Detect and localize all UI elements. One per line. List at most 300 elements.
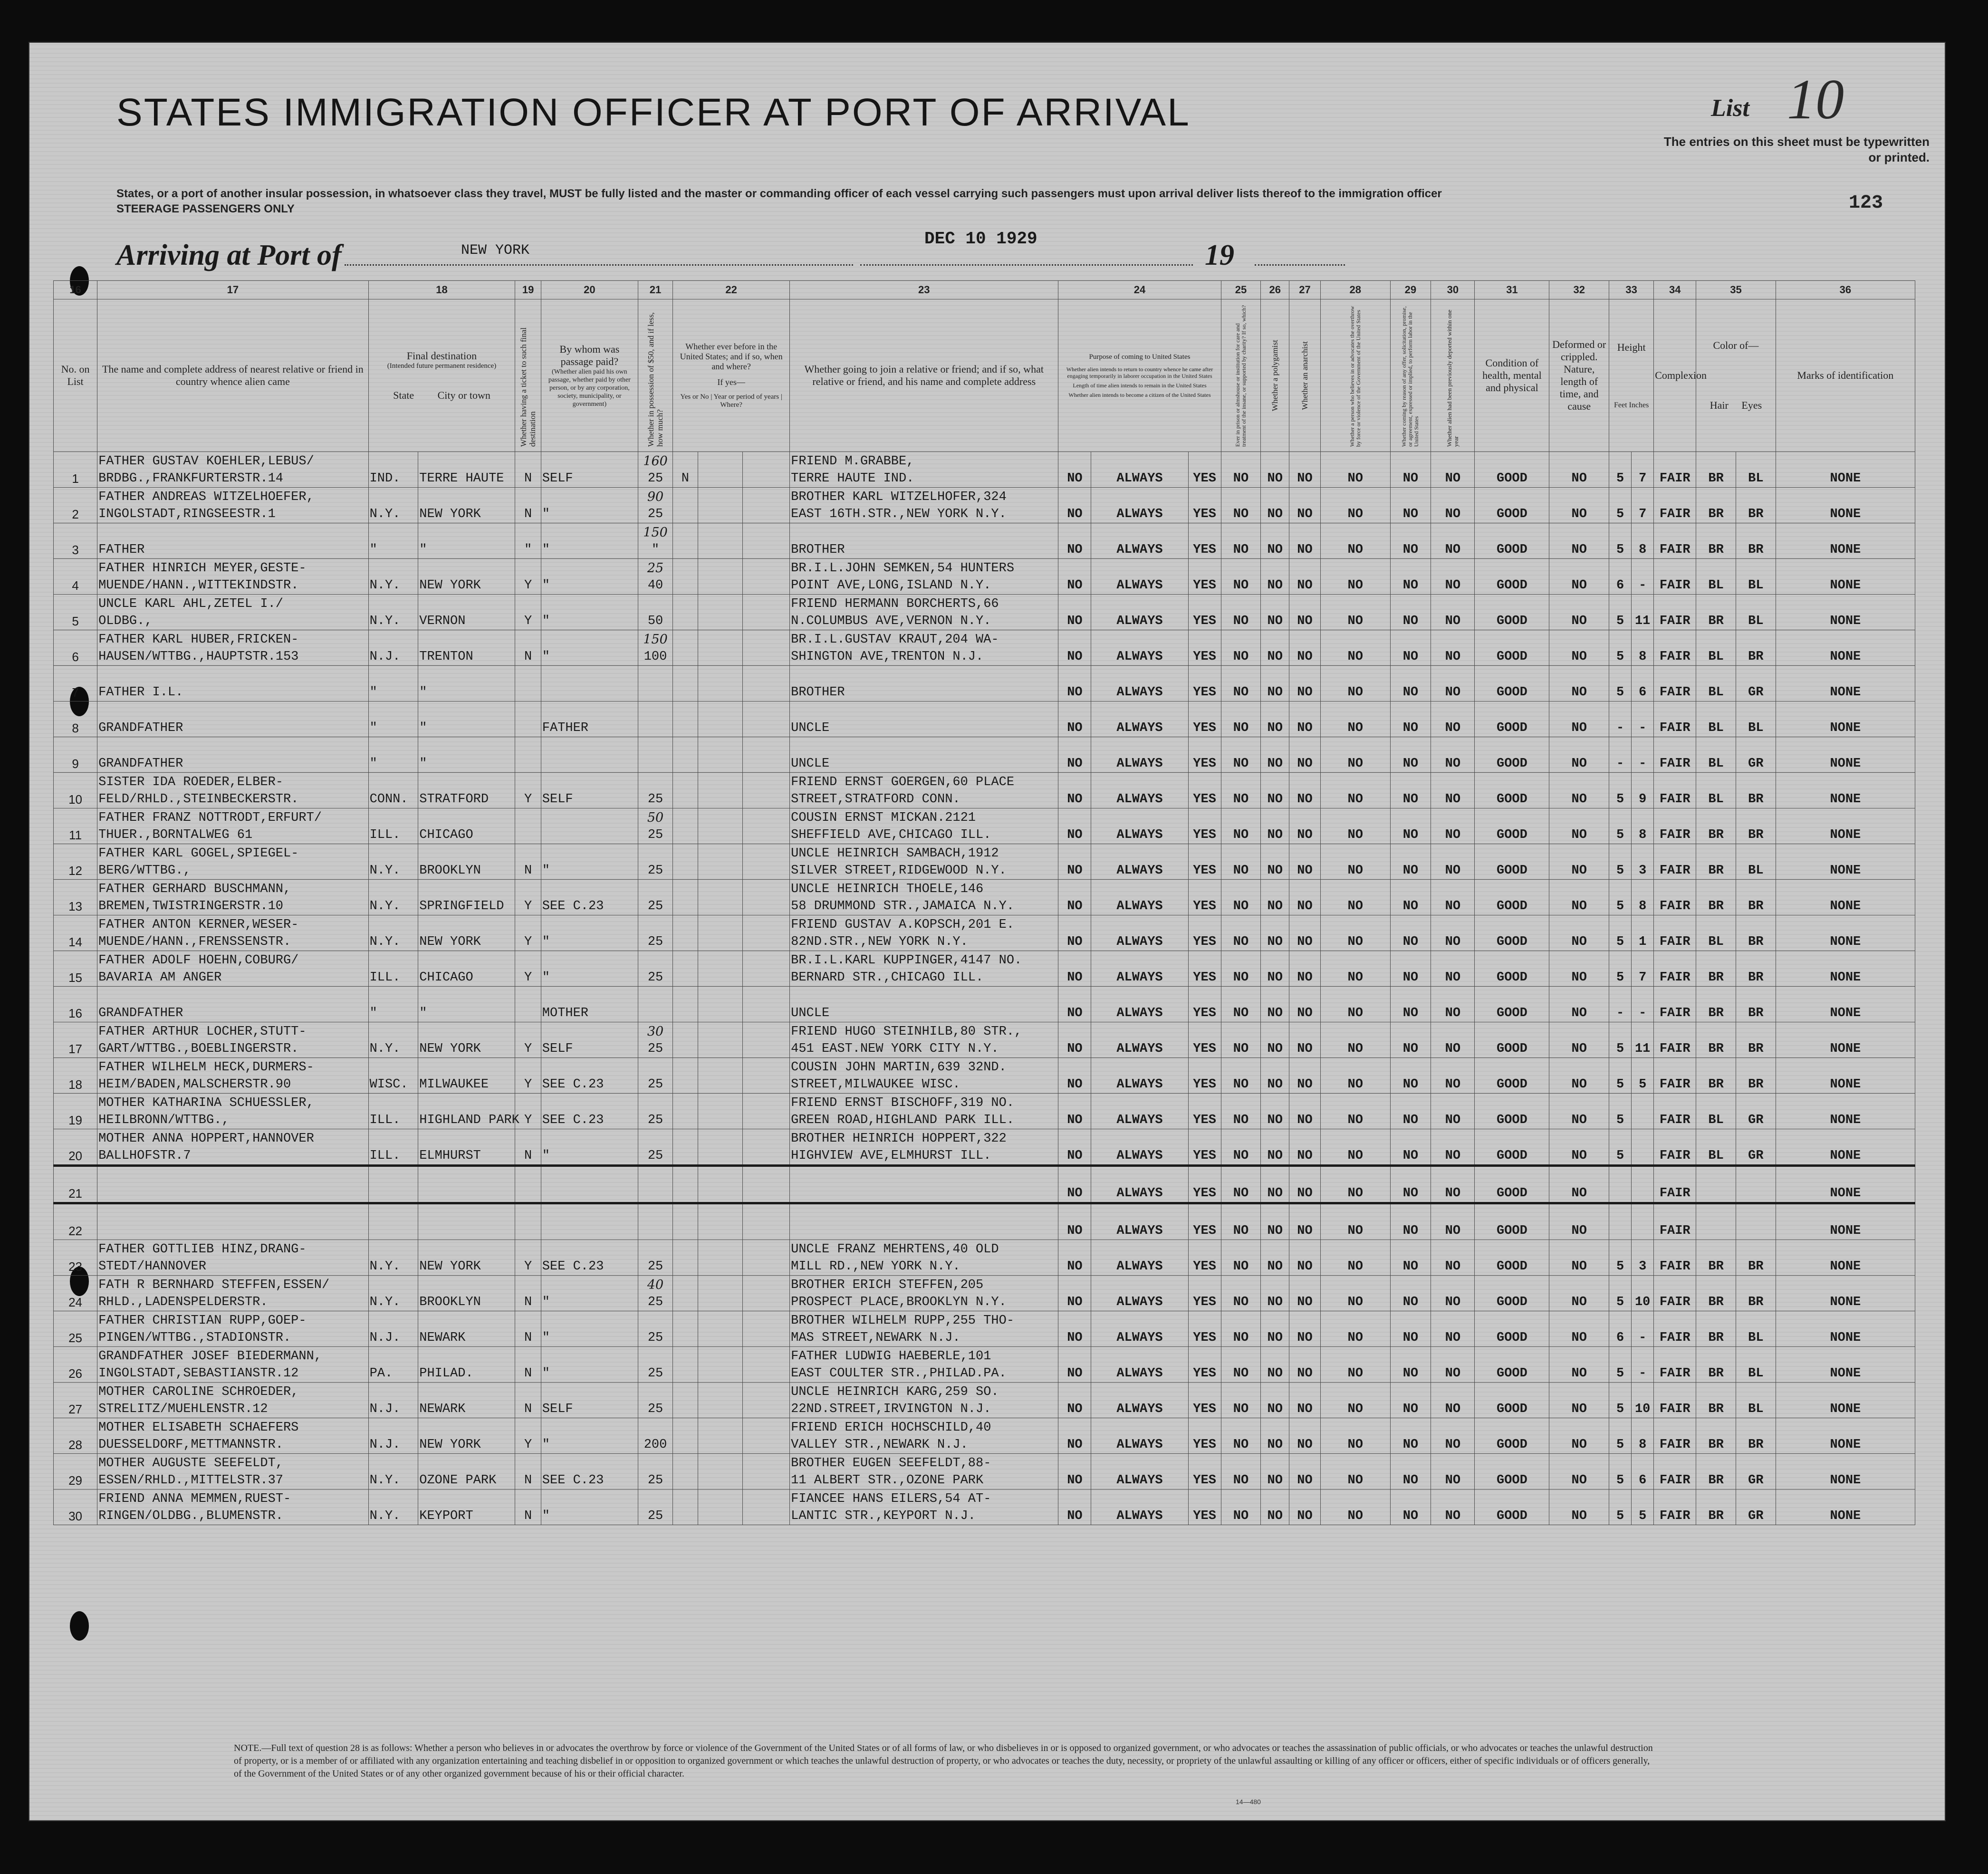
purpose-return-cell: NO bbox=[1058, 880, 1091, 915]
passage-paid-cell: SELF bbox=[541, 452, 638, 488]
complexion-cell: FAIR bbox=[1654, 1490, 1696, 1525]
money-typed: " bbox=[651, 543, 660, 557]
feet-cell: 5 bbox=[1609, 1418, 1632, 1454]
overthrow-cell: NO bbox=[1320, 523, 1390, 559]
prison-cell: NO bbox=[1221, 1203, 1261, 1240]
anarchist-cell: NO bbox=[1289, 559, 1321, 595]
year-period-cell bbox=[698, 1094, 742, 1129]
eyes-cell: BR bbox=[1736, 951, 1776, 987]
purpose-length-cell: ALWAYS bbox=[1091, 880, 1188, 915]
polygamist-cell: NO bbox=[1261, 1129, 1289, 1166]
header-feet-inches bbox=[1610, 401, 1652, 410]
state-cell: CONN. bbox=[368, 773, 418, 808]
relative-abroad-cell bbox=[97, 666, 368, 702]
joining-line: POINT AVE,LONG,ISLAND N.Y. bbox=[791, 578, 991, 593]
year-period-cell bbox=[698, 737, 742, 773]
purpose-length-cell: ALWAYS bbox=[1091, 1418, 1188, 1454]
anarchist-cell: NO bbox=[1289, 630, 1321, 666]
before-in-us-cell bbox=[673, 808, 698, 844]
anarchist-cell: NO bbox=[1289, 666, 1321, 702]
passage-paid-cell: " bbox=[541, 1347, 638, 1383]
passage-paid-cell: SEE C.23 bbox=[541, 1094, 638, 1129]
row-number: 6 bbox=[54, 630, 97, 666]
prison-cell: NO bbox=[1221, 559, 1261, 595]
city-cell: NEW YORK bbox=[418, 1418, 515, 1454]
eyes-cell: BL bbox=[1736, 559, 1776, 595]
header-color-of-title: Color of— bbox=[1713, 339, 1759, 351]
money-cell bbox=[638, 702, 672, 737]
money-typed: 25 bbox=[647, 935, 663, 949]
feet-cell: 5 bbox=[1609, 1490, 1632, 1525]
passage-paid-cell: SEE C.23 bbox=[541, 1240, 638, 1276]
complexion-cell: FAIR bbox=[1654, 452, 1696, 488]
marks-cell: NONE bbox=[1776, 1022, 1915, 1058]
feet-cell: 5 bbox=[1609, 1276, 1632, 1311]
city-cell: KEYPORT bbox=[418, 1490, 515, 1525]
row-number: 16 bbox=[54, 987, 97, 1022]
inches-cell: 5 bbox=[1632, 1058, 1654, 1094]
deformed-cell: NO bbox=[1549, 1276, 1609, 1311]
complexion-cell: FAIR bbox=[1654, 1311, 1696, 1347]
purpose-length-cell: ALWAYS bbox=[1091, 1203, 1188, 1240]
before-in-us-cell bbox=[673, 559, 698, 595]
column-number: 19 bbox=[515, 281, 541, 299]
relative-abroad-cell bbox=[97, 595, 368, 630]
hair-cell: BL bbox=[1696, 1094, 1736, 1129]
purpose-return-cell: NO bbox=[1058, 1129, 1091, 1166]
arriving-label: Arriving at Port of bbox=[116, 239, 342, 271]
hair-cell: BR bbox=[1696, 488, 1736, 523]
joining-line: N.COLUMBUS AVE,VERNON N.Y. bbox=[791, 614, 991, 628]
header-yn-year-where: Yes or No | Year or period of years | Where? bbox=[680, 393, 782, 409]
purpose-citizen-cell: YES bbox=[1188, 666, 1221, 702]
complexion-cell: FAIR bbox=[1654, 1129, 1696, 1166]
deported-cell: NO bbox=[1431, 915, 1475, 951]
state-cell: N.Y. bbox=[368, 1022, 418, 1058]
feet-cell: 5 bbox=[1609, 666, 1632, 702]
feet-cell: 5 bbox=[1609, 808, 1632, 844]
table-row bbox=[54, 595, 1915, 630]
eyes-cell: BL bbox=[1736, 702, 1776, 737]
passage-paid-cell bbox=[541, 808, 638, 844]
city-cell: NEW YORK bbox=[418, 488, 515, 523]
ticket-cell: Y bbox=[515, 1022, 541, 1058]
row-number: 30 bbox=[54, 1490, 97, 1525]
marks-cell: NONE bbox=[1776, 1240, 1915, 1276]
polygamist-cell: NO bbox=[1261, 1094, 1289, 1129]
city-cell: NEWARK bbox=[418, 1383, 515, 1418]
offer-cell: NO bbox=[1390, 523, 1431, 559]
relative-abroad-cell bbox=[97, 737, 368, 773]
deported-cell: NO bbox=[1431, 559, 1475, 595]
joining-line: BROTHER ERICH STEFFEN,205 bbox=[791, 1278, 984, 1292]
money-cell bbox=[638, 915, 672, 951]
purpose-length-cell: ALWAYS bbox=[1091, 1166, 1188, 1203]
purpose-return-cell: NO bbox=[1058, 523, 1091, 559]
eyes-cell: GR bbox=[1736, 666, 1776, 702]
complexion-cell: FAIR bbox=[1654, 987, 1696, 1022]
joining-line: UNCLE bbox=[791, 721, 830, 735]
table-row bbox=[54, 702, 1915, 737]
steerage-label: STEERAGE PASSENGERS ONLY bbox=[116, 202, 295, 215]
deformed-cell: NO bbox=[1549, 808, 1609, 844]
relative-line: BRDBG.,FRANKFURTERSTR.14 bbox=[98, 471, 283, 486]
before-in-us-cell bbox=[673, 737, 698, 773]
purpose-citizen-cell: YES bbox=[1188, 737, 1221, 773]
overthrow-cell: NO bbox=[1320, 595, 1390, 630]
before-in-us-cell bbox=[673, 523, 698, 559]
ticket-cell bbox=[515, 737, 541, 773]
where-cell bbox=[742, 630, 789, 666]
complexion-cell: FAIR bbox=[1654, 1203, 1696, 1240]
purpose-length-cell: ALWAYS bbox=[1091, 488, 1188, 523]
anarchist-cell: NO bbox=[1289, 595, 1321, 630]
polygamist-cell: NO bbox=[1261, 915, 1289, 951]
relative-line: FATHER GUSTAV KOEHLER,LEBUS/ bbox=[98, 454, 314, 469]
marks-cell: NONE bbox=[1776, 773, 1915, 808]
health-cell: GOOD bbox=[1475, 630, 1549, 666]
column-number: 28 bbox=[1320, 281, 1390, 299]
marks-cell: NONE bbox=[1776, 452, 1915, 488]
money-typed: 25 bbox=[647, 864, 663, 878]
overthrow-cell: NO bbox=[1320, 1383, 1390, 1418]
marks-cell: NONE bbox=[1776, 1276, 1915, 1311]
complexion-cell: FAIR bbox=[1654, 1094, 1696, 1129]
marks-cell: NONE bbox=[1776, 1383, 1915, 1418]
joining-relative-cell bbox=[790, 1383, 1058, 1418]
anarchist-cell: NO bbox=[1289, 452, 1321, 488]
offer-cell: NO bbox=[1390, 1347, 1431, 1383]
purpose-citizen-cell: YES bbox=[1188, 773, 1221, 808]
before-in-us-cell bbox=[673, 630, 698, 666]
purpose-length-cell: ALWAYS bbox=[1091, 737, 1188, 773]
header-height-title: Height bbox=[1617, 341, 1646, 353]
deformed-cell: NO bbox=[1549, 666, 1609, 702]
money-cell bbox=[638, 880, 672, 915]
relative-line: FATHER WILHELM HECK,DURMERS- bbox=[98, 1060, 314, 1075]
prison-cell: NO bbox=[1221, 595, 1261, 630]
column-number: 17 bbox=[97, 281, 368, 299]
year-period-cell bbox=[698, 1129, 742, 1166]
deported-cell: NO bbox=[1431, 1347, 1475, 1383]
overthrow-cell: NO bbox=[1320, 844, 1390, 880]
money-typed: 25 bbox=[647, 1042, 663, 1056]
purpose-citizen-cell: YES bbox=[1188, 1454, 1221, 1490]
marks-cell: NONE bbox=[1776, 880, 1915, 915]
table-row bbox=[54, 452, 1915, 488]
money-cell bbox=[638, 1058, 672, 1094]
joining-relative-cell bbox=[790, 559, 1058, 595]
offer-cell: NO bbox=[1390, 1276, 1431, 1311]
hair-cell: BL bbox=[1696, 737, 1736, 773]
purpose-return-cell: NO bbox=[1058, 488, 1091, 523]
row-number: 19 bbox=[54, 1094, 97, 1129]
table-row bbox=[54, 559, 1915, 595]
money-typed: 25 bbox=[647, 1509, 663, 1523]
row-number: 8 bbox=[54, 702, 97, 737]
ticket-cell: N bbox=[515, 1129, 541, 1166]
money-typed: 25 bbox=[647, 971, 663, 985]
offer-cell: NO bbox=[1390, 1022, 1431, 1058]
money-cell bbox=[638, 1166, 672, 1203]
prison-cell: NO bbox=[1221, 1058, 1261, 1094]
relative-line: STRELITZ/MUEHLENSTR.12 bbox=[98, 1402, 268, 1416]
relative-line: FATHER ADOLF HOEHN,COBURG/ bbox=[98, 953, 299, 968]
passage-paid-cell: SELF bbox=[541, 1022, 638, 1058]
where-cell bbox=[742, 844, 789, 880]
hair-cell bbox=[1696, 1166, 1736, 1203]
health-cell: GOOD bbox=[1475, 1166, 1549, 1203]
complexion-cell: FAIR bbox=[1654, 559, 1696, 595]
deported-cell: NO bbox=[1431, 1490, 1475, 1525]
ticket-cell: N bbox=[515, 844, 541, 880]
column-number: 23 bbox=[790, 281, 1058, 299]
anarchist-cell: NO bbox=[1289, 1276, 1321, 1311]
table-row bbox=[54, 1203, 1915, 1240]
joining-relative-cell bbox=[790, 1240, 1058, 1276]
overthrow-cell: NO bbox=[1320, 1311, 1390, 1347]
purpose-citizen-cell: YES bbox=[1188, 559, 1221, 595]
feet-cell: 5 bbox=[1609, 488, 1632, 523]
year-period-cell bbox=[698, 1022, 742, 1058]
deformed-cell: NO bbox=[1549, 559, 1609, 595]
deported-cell: NO bbox=[1431, 1454, 1475, 1490]
offer-cell: NO bbox=[1390, 595, 1431, 630]
deformed-cell: NO bbox=[1549, 1311, 1609, 1347]
column-number: 34 bbox=[1654, 281, 1696, 299]
joining-line: BROTHER bbox=[791, 685, 845, 700]
offer-cell: NO bbox=[1390, 773, 1431, 808]
inches-cell: 8 bbox=[1632, 523, 1654, 559]
port-value: NEW YORK bbox=[461, 242, 530, 259]
marks-cell: NONE bbox=[1776, 1347, 1915, 1383]
joining-line: PROSPECT PLACE,BROOKLYN N.Y. bbox=[791, 1295, 1007, 1309]
joining-relative-cell bbox=[790, 1129, 1058, 1166]
state-cell: N.J. bbox=[368, 1383, 418, 1418]
offer-cell: NO bbox=[1390, 1490, 1431, 1525]
purpose-return-cell: NO bbox=[1058, 666, 1091, 702]
passage-paid-cell: " bbox=[541, 951, 638, 987]
overthrow-cell: NO bbox=[1320, 1058, 1390, 1094]
health-cell: GOOD bbox=[1475, 452, 1549, 488]
offer-cell: NO bbox=[1390, 951, 1431, 987]
money-typed: 25 bbox=[647, 828, 663, 842]
purpose-return-cell: NO bbox=[1058, 1240, 1091, 1276]
overthrow-cell: NO bbox=[1320, 880, 1390, 915]
money-cell bbox=[638, 773, 672, 808]
before-in-us-cell bbox=[673, 1240, 698, 1276]
where-cell bbox=[742, 987, 789, 1022]
row-number: 4 bbox=[54, 559, 97, 595]
year-period-cell bbox=[698, 488, 742, 523]
polygamist-cell: NO bbox=[1261, 1203, 1289, 1240]
complexion-cell: FAIR bbox=[1654, 880, 1696, 915]
year-period-cell bbox=[698, 1058, 742, 1094]
inches-cell: 10 bbox=[1632, 1276, 1654, 1311]
offer-cell: NO bbox=[1390, 987, 1431, 1022]
row-number: 3 bbox=[54, 523, 97, 559]
health-cell: GOOD bbox=[1475, 1129, 1549, 1166]
deported-cell: NO bbox=[1431, 488, 1475, 523]
purpose-length-cell: ALWAYS bbox=[1091, 595, 1188, 630]
money-cell bbox=[638, 595, 672, 630]
passage-paid-cell: FATHER bbox=[541, 702, 638, 737]
deformed-cell: NO bbox=[1549, 702, 1609, 737]
header-ticket bbox=[515, 299, 541, 452]
ticket-cell: Y bbox=[515, 1418, 541, 1454]
hair-cell: BR bbox=[1696, 452, 1736, 488]
deformed-cell: NO bbox=[1549, 1058, 1609, 1094]
header-color-of bbox=[1696, 299, 1776, 452]
feet-cell: 5 bbox=[1609, 773, 1632, 808]
feet-cell: - bbox=[1609, 987, 1632, 1022]
state-cell: ILL. bbox=[368, 1094, 418, 1129]
joining-relative-cell bbox=[790, 1454, 1058, 1490]
where-cell bbox=[742, 488, 789, 523]
state-cell bbox=[368, 1203, 418, 1240]
relative-line: FATHER FRANZ NOTTRODT,ERFURT/ bbox=[98, 811, 322, 825]
row-number: 20 bbox=[54, 1129, 97, 1166]
complexion-cell: FAIR bbox=[1654, 1166, 1696, 1203]
deformed-cell: NO bbox=[1549, 1418, 1609, 1454]
marks-cell: NONE bbox=[1776, 951, 1915, 987]
overthrow-cell: NO bbox=[1320, 987, 1390, 1022]
deformed-cell: NO bbox=[1549, 1347, 1609, 1383]
deported-cell: NO bbox=[1431, 1383, 1475, 1418]
money-cell bbox=[638, 1347, 672, 1383]
ticket-cell: Y bbox=[515, 1058, 541, 1094]
header-passage-paid-title: By whom was passage paid? bbox=[559, 343, 620, 367]
prison-cell: NO bbox=[1221, 1240, 1261, 1276]
purpose-length-cell: ALWAYS bbox=[1091, 1022, 1188, 1058]
purpose-return-cell: NO bbox=[1058, 1203, 1091, 1240]
purpose-return-cell: NO bbox=[1058, 1276, 1091, 1311]
relative-line: RINGEN/OLDBG.,BLUMENSTR. bbox=[98, 1509, 283, 1523]
year-period-cell bbox=[698, 1490, 742, 1525]
table-row bbox=[54, 1454, 1915, 1490]
deported-cell: NO bbox=[1431, 666, 1475, 702]
eyes-cell: BL bbox=[1736, 595, 1776, 630]
relative-line: FATHER ANTON KERNER,WESER- bbox=[98, 918, 299, 932]
ticket-cell: Y bbox=[515, 880, 541, 915]
prison-cell: NO bbox=[1221, 1276, 1261, 1311]
marks-cell: NONE bbox=[1776, 1129, 1915, 1166]
passage-paid-cell bbox=[541, 737, 638, 773]
row-number: 11 bbox=[54, 808, 97, 844]
deported-cell: NO bbox=[1431, 1240, 1475, 1276]
purpose-length-cell: ALWAYS bbox=[1091, 666, 1188, 702]
header-passage-paid-note: (Whether alien paid his own passage, whether paid by other person, or by any corporation, society, municipality, or government) bbox=[548, 368, 631, 408]
deported-cell: NO bbox=[1431, 880, 1475, 915]
state-cell: " bbox=[368, 666, 418, 702]
joining-relative-cell bbox=[790, 630, 1058, 666]
year-period-cell bbox=[698, 1276, 742, 1311]
relative-abroad-cell bbox=[97, 559, 368, 595]
money-cell bbox=[638, 1203, 672, 1240]
feet-cell: 5 bbox=[1609, 1240, 1632, 1276]
table-row bbox=[54, 808, 1915, 844]
joining-line: COUSIN JOHN MARTIN,639 32ND. bbox=[791, 1060, 1007, 1075]
table-row bbox=[54, 630, 1915, 666]
header-relative-abroad: The name and complete address of nearest relative or friend in country whence alien came bbox=[97, 299, 368, 452]
ticket-cell: Y bbox=[515, 595, 541, 630]
city-cell: NEWARK bbox=[418, 1311, 515, 1347]
money-typed: 25 bbox=[647, 507, 663, 521]
deported-cell: NO bbox=[1431, 1311, 1475, 1347]
state-cell: N.J. bbox=[368, 1418, 418, 1454]
relative-line: DUESSELDORF,METTMANNSTR. bbox=[98, 1438, 283, 1452]
before-in-us-cell bbox=[673, 1276, 698, 1311]
joining-relative-cell bbox=[790, 1418, 1058, 1454]
ticket-cell: Y bbox=[515, 773, 541, 808]
hair-cell: BR bbox=[1696, 523, 1736, 559]
joining-line: MILL RD.,NEW YORK N.Y. bbox=[791, 1259, 960, 1274]
row-number: 9 bbox=[54, 737, 97, 773]
state-cell: " bbox=[368, 737, 418, 773]
state-cell: ILL. bbox=[368, 951, 418, 987]
purpose-return-cell: NO bbox=[1058, 1022, 1091, 1058]
year-period-cell bbox=[698, 987, 742, 1022]
eyes-cell: BL bbox=[1736, 1311, 1776, 1347]
deported-cell: NO bbox=[1431, 452, 1475, 488]
ticket-cell: Y bbox=[515, 951, 541, 987]
anarchist-cell: NO bbox=[1289, 1022, 1321, 1058]
header-state: State bbox=[393, 389, 414, 401]
deported-cell: NO bbox=[1431, 1418, 1475, 1454]
polygamist-cell: NO bbox=[1261, 880, 1289, 915]
overthrow-cell: NO bbox=[1320, 488, 1390, 523]
row-number: 12 bbox=[54, 844, 97, 880]
anarchist-cell: NO bbox=[1289, 880, 1321, 915]
money-handwritten: 30 bbox=[647, 1024, 664, 1039]
money-handwritten: 150 bbox=[643, 525, 668, 540]
offer-cell: NO bbox=[1390, 915, 1431, 951]
footnote-text: NOTE.—Full text of question 28 is as follows: Whether a person who believes in or advocates the overthrow by force or violence of the Government of the United States or of all forms of law, or who disbelieves in or is opposed to organized government, or who advocates or teaches the assassination of public officials, or who advocates or teaches the unlawful destruction of property, or is a member of or affiliated with any organization entertaining and teaching disbelief in or opposition to organized government or which teaches the unlawful destruction of property, or who advocates or teaches the duty, necessity, or propriety of the unlawful assaulting or killing of any officer or officers, either of specific individuals or of officers generally, of the Government of the United States or of any other organized government because of his or their official character. bbox=[234, 1743, 1653, 1779]
complexion-cell: FAIR bbox=[1654, 1454, 1696, 1490]
complexion-cell: FAIR bbox=[1654, 844, 1696, 880]
deformed-cell: NO bbox=[1549, 523, 1609, 559]
table-row bbox=[54, 1418, 1915, 1454]
column-number: 20 bbox=[541, 281, 638, 299]
passage-paid-cell: SEE C.23 bbox=[541, 880, 638, 915]
prison-cell: NO bbox=[1221, 915, 1261, 951]
joining-line: 11 ALBERT STR.,OZONE PARK bbox=[791, 1473, 984, 1488]
joining-line: SHEFFIELD AVE,CHICAGO ILL. bbox=[791, 828, 991, 842]
relative-line: FATHER GOTTLIEB HINZ,DRANG- bbox=[98, 1242, 307, 1257]
table-row bbox=[54, 1022, 1915, 1058]
money-cell bbox=[638, 808, 672, 844]
table-row bbox=[54, 915, 1915, 951]
prison-cell: NO bbox=[1221, 1311, 1261, 1347]
header-eyes: Eyes bbox=[1741, 399, 1762, 411]
header-hair: Hair bbox=[1709, 399, 1729, 411]
joining-line: BROTHER HEINRICH HOPPERT,322 bbox=[791, 1132, 1007, 1146]
purpose-length-cell: ALWAYS bbox=[1091, 1094, 1188, 1129]
before-in-us-cell bbox=[673, 951, 698, 987]
ticket-cell bbox=[515, 702, 541, 737]
deported-cell: NO bbox=[1431, 1276, 1475, 1311]
feet-cell: 5 bbox=[1609, 1094, 1632, 1129]
offer-cell: NO bbox=[1390, 452, 1431, 488]
header-complexion: Complexion bbox=[1654, 299, 1696, 452]
joining-relative-cell bbox=[790, 987, 1058, 1022]
money-typed: 40 bbox=[647, 578, 663, 593]
purpose-citizen-cell: YES bbox=[1188, 1094, 1221, 1129]
before-in-us-cell bbox=[673, 1347, 698, 1383]
money-cell bbox=[638, 630, 672, 666]
hair-cell: BR bbox=[1696, 951, 1736, 987]
joining-relative-cell bbox=[790, 595, 1058, 630]
